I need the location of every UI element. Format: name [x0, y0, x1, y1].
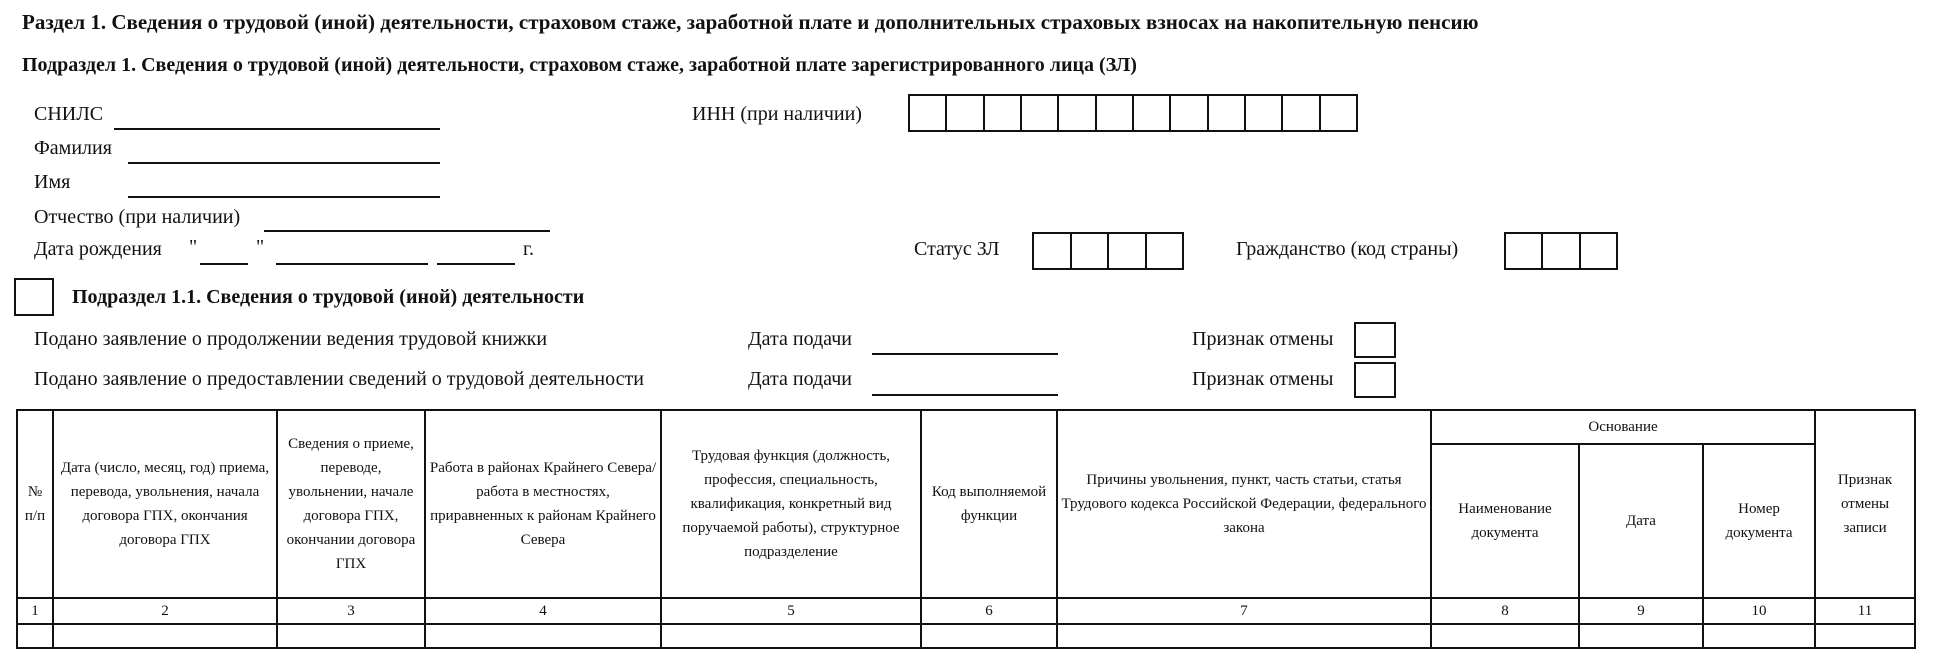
- table-cell[interactable]: [1703, 624, 1815, 648]
- table-cell[interactable]: [1815, 624, 1915, 648]
- statement-info-date-line[interactable]: [872, 394, 1058, 396]
- status-label: Статус ЗЛ: [914, 238, 1000, 260]
- table-cell[interactable]: [277, 624, 425, 648]
- surname-input-line[interactable]: [128, 162, 440, 164]
- table-cell[interactable]: [921, 624, 1057, 648]
- birth-day-line[interactable]: [200, 263, 248, 265]
- table-cell[interactable]: [425, 624, 661, 648]
- col-header-6: Код выполняемой функции: [921, 410, 1057, 598]
- statement-workbook-date-label: Дата подачи: [748, 328, 853, 350]
- col-header-10: Номер документа: [1703, 444, 1815, 598]
- table-cell[interactable]: [1579, 624, 1703, 648]
- col-number-11: 11: [1815, 598, 1915, 624]
- col-header-1: № п/п: [17, 410, 53, 598]
- statement-info-cancel-checkbox[interactable]: [1354, 362, 1396, 398]
- col-header-11: Признак отмены записи: [1815, 410, 1915, 598]
- patronymic-input-line[interactable]: [264, 230, 550, 232]
- table-cell[interactable]: [53, 624, 277, 648]
- status-cells[interactable]: [1032, 232, 1184, 270]
- table-cell[interactable]: [17, 624, 53, 648]
- statement-info-cancel-label: Признак отмены: [1192, 368, 1334, 390]
- col-number-8: 8: [1431, 598, 1579, 624]
- subsection-11-title: Подраздел 1.1. Сведения о трудовой (иной) деятельности: [72, 286, 585, 308]
- name-input-line[interactable]: [128, 196, 440, 198]
- col-header-5: Трудовая функция (должность, профессия, специальность, квалификация, конкретный вид поручаемой работы), структурное подразделение: [661, 410, 921, 598]
- citizenship-label: Гражданство (код страны): [1236, 238, 1459, 260]
- quote-close: ": [256, 236, 265, 258]
- col-header-9: Дата: [1579, 444, 1703, 598]
- snils-input-line[interactable]: [114, 128, 440, 130]
- col-number-3: 3: [277, 598, 425, 624]
- col-number-4: 4: [425, 598, 661, 624]
- col-number-6: 6: [921, 598, 1057, 624]
- birth-date-label: Дата рождения: [34, 238, 162, 260]
- col-number-5: 5: [661, 598, 921, 624]
- inn-cells[interactable]: [908, 94, 1358, 132]
- table-cell[interactable]: [661, 624, 921, 648]
- statement-workbook-cancel-label: Признак отмены: [1192, 328, 1334, 350]
- subsection-11-checkbox[interactable]: [14, 278, 54, 316]
- table-cell[interactable]: [1431, 624, 1579, 648]
- col-header-8: Наименование документа: [1431, 444, 1579, 598]
- snils-label: СНИЛС: [34, 103, 104, 125]
- birth-month-line[interactable]: [276, 263, 428, 265]
- employment-table: [16, 409, 1916, 649]
- column-number-row: [17, 598, 1915, 624]
- subsection-title: Подраздел 1. Сведения о трудовой (иной) деятельности, страховом стаже, заработной плате зарегистрированного лица (ЗЛ): [22, 54, 1137, 76]
- birth-year-line[interactable]: [437, 263, 515, 265]
- col-header-2: Дата (число, месяц, год) приема, перевода, увольнения, начала договора ГПХ, окончания договора ГПХ: [53, 410, 277, 598]
- col-number-9: 9: [1579, 598, 1703, 624]
- table-row: [17, 624, 1915, 648]
- col-number-1: 1: [17, 598, 53, 624]
- col-header-7: Причины увольнения, пункт, часть статьи, статья Трудового кодекса Российской Федерации, федерального закона: [1057, 410, 1431, 598]
- col-number-10: 10: [1703, 598, 1815, 624]
- col-header-4: Работа в районах Крайнего Севера/работа в местностях, приравненных к районам Крайнего Севера: [425, 410, 661, 598]
- group-header-basis: Основание: [1431, 410, 1815, 444]
- statement-info-date-label: Дата подачи: [748, 368, 853, 390]
- name-label: Имя: [34, 171, 71, 193]
- statement-workbook-text: Подано заявление о продолжении ведения трудовой книжки: [34, 328, 548, 350]
- statement-workbook-date-line[interactable]: [872, 353, 1058, 355]
- col-number-7: 7: [1057, 598, 1431, 624]
- citizenship-cells[interactable]: [1504, 232, 1618, 270]
- surname-label: Фамилия: [34, 137, 112, 159]
- inn-label: ИНН (при наличии): [692, 103, 862, 125]
- col-number-2: 2: [53, 598, 277, 624]
- col-header-3: Сведения о приеме, переводе, увольнении, начале договора ГПХ, окончании договора ГПХ: [277, 410, 425, 598]
- section-title: Раздел 1. Сведения о трудовой (иной) деятельности, страховом стаже, заработной плате и дополнительных страховых взносах на накопительную пенсию: [22, 10, 1479, 34]
- table-cell[interactable]: [1057, 624, 1431, 648]
- quote-open: ": [189, 236, 198, 258]
- statement-workbook-cancel-checkbox[interactable]: [1354, 322, 1396, 358]
- year-suffix: г.: [523, 238, 534, 260]
- statement-info-text: Подано заявление о предоставлении сведений о трудовой деятельности: [34, 368, 644, 390]
- patronymic-label: Отчество (при наличии): [34, 206, 241, 228]
